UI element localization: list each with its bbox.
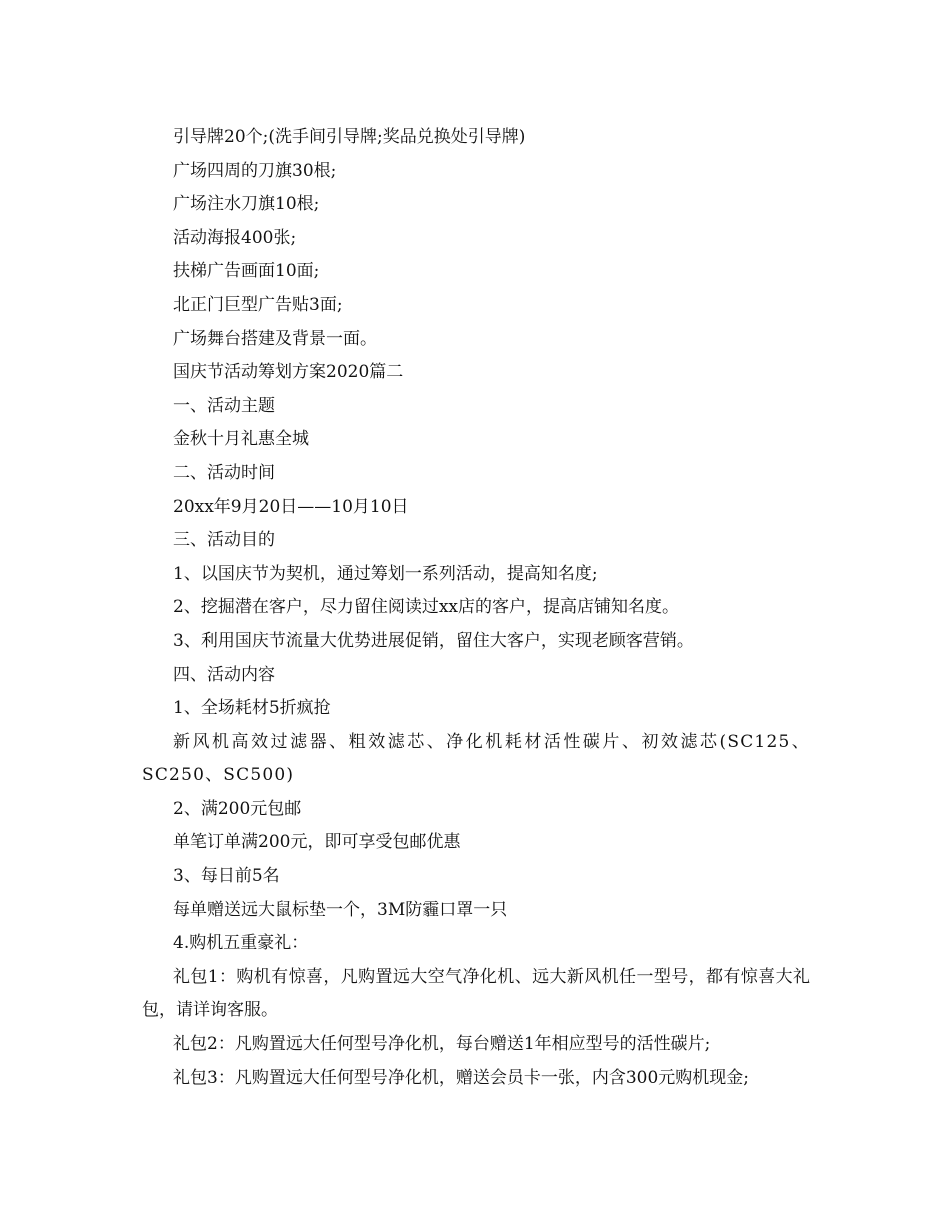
text-line: 广场舞台搭建及背景一面。 [173,328,377,349]
heading-theme: 一、活动主题 [173,395,275,416]
text-line: 活动海报400张; [173,227,297,248]
text-line: 20xx年9月20日——10月10日 [173,496,409,517]
text-line: 2、挖掘潜在客户，尽力留住阅读过xx店的客户，提高店铺知名度。 [173,597,679,618]
paragraph-filter: 新风机高效过滤器、粗效滤芯、净化机耗材活性碳片、初效滤芯(SC125、SC250、SC500) [142,731,810,786]
text-line: 1、以国庆节为契机，通过筹划一系列活动，提高知名度; [173,563,598,584]
heading-content: 四、活动内容 [173,664,275,685]
text-line: 广场四周的刀旗30根; [173,160,337,181]
text-line: 引导牌20个;(洗手间引导牌;奖品兑换处引导牌) [173,127,526,147]
text-line: 1、全场耗材5折疯抢 [173,698,331,719]
text-line: 礼包3：凡购置远大任何型号净化机，赠送会员卡一张，内含300元购机现金; [173,1067,749,1088]
text-line: 金秋十月礼惠全城 [173,429,309,450]
section-title: 国庆节活动筹划方案2020篇二 [173,362,404,383]
text-line: 4.购机五重豪礼： [173,933,309,954]
text-line: 每单赠送远大鼠标垫一个，3M防霾口罩一只 [173,899,508,920]
document-body [142,121,810,1095]
text-line: 北正门巨型广告贴3面; [173,294,343,315]
text-line: 广场注水刀旗10根; [173,194,320,215]
heading-time: 二、活动时间 [173,462,275,483]
text-line: 扶梯广告画面10面; [173,261,320,282]
heading-purpose: 三、活动目的 [173,530,275,551]
text-line: 2、满200元包邮 [173,798,302,819]
text-line: 礼包2：凡购置远大任何型号净化机，每台赠送1年相应型号的活性碳片; [173,1034,711,1055]
text-line: 单笔订单满200元，即可享受包邮优惠 [173,832,461,853]
text-line: 3、利用国庆节流量大优势进展促销，留住大客户，实现老顾客营销。 [173,630,694,651]
text-line: 3、每日前5名 [173,866,280,887]
paragraph-gift-1: 礼包1：购机有惊喜，凡购置远大空气净化机、远大新风机任一型号，都有惊喜大礼包，请详询客服。 [142,966,810,1021]
